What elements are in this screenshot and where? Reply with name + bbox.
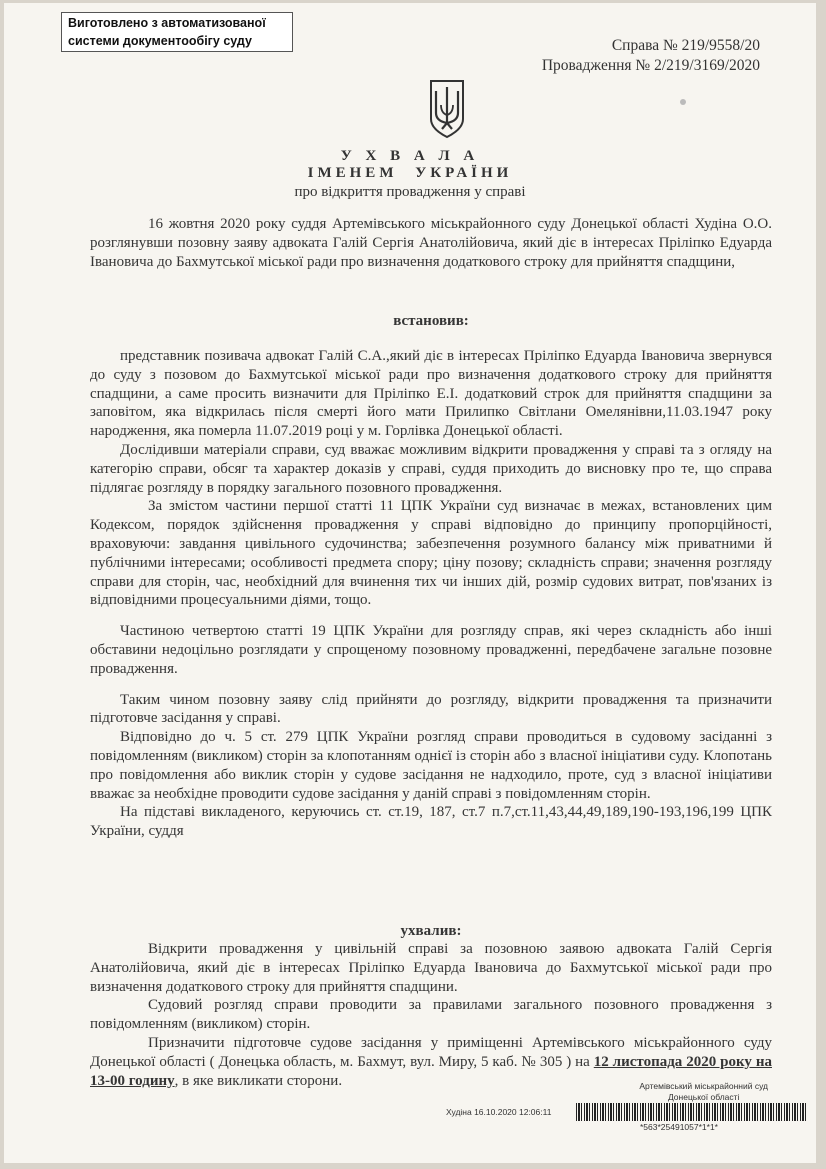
established-paragraph-7: На підставі викладеного, керуючись ст. ст.19, 187, ст.7 п.7,ст.11,43,44,49,189,190-193,196,199 ЦПК України, суддя	[90, 804, 772, 840]
barcode	[576, 1103, 808, 1121]
hearing-date: 12 листопада 2020 року на 13-00 годину	[90, 1053, 772, 1089]
court-name: Артемівський міськрайонний суд	[639, 1081, 768, 1091]
ruled-paragraph-2: Судовий розгляд справи проводити за правилами загального позовного провадження з повідомленням (викликом) сторін.	[90, 997, 772, 1033]
established-block	[90, 347, 772, 841]
ruled-block	[90, 940, 772, 1090]
schedule-text: Призначити підготовче судове засідання у приміщенні Артемівського міськрайонного суду Донецької області ( Донецька область, м. Бахмут, вул. Миру, 5 каб. № 305 ) на	[90, 1034, 772, 1070]
established-paragraph-4: Частиною четвертою статті 19 ЦПК України для розгляду справ, які через складність або інші обставини недоцільно розглядати у спрощеному позовному провадженні, передбачене загальне позовне провадження.	[90, 623, 772, 677]
scan-speck	[680, 99, 686, 105]
ruled-paragraph-1: Відкрити провадження у цивільній справі за позовною заявою адвоката Галій Сергія Анатолійовича, який діє в інтересах Прілiпко Едуарда Івановича до Бахмутської міської ради про визначення додаткового строку для прийняття спадщини.	[90, 941, 772, 995]
automation-stamp	[61, 12, 293, 52]
case-reference	[542, 36, 760, 76]
schedule-text-end: , в яке викликати сторони.	[174, 1072, 343, 1089]
established-paragraph-1: представник позивача адвокат Галій С.А.,який діє в інтересах Прілiпко Едуарда Івановича звернувся до суду з позовом до Бахмутської міської ради про визначення додаткового строку для прийняття спадщини, а саме просить визначити для Прілiпко Е.І. додатковий строк для прийняття спадщини за заповітом, яка відкрилась після смерті його мати Прилипко Світлани Омелянівни,11.03.1947 року народження, яка померла 11.07.2019 році у м. Горлівка Донецької області.	[90, 348, 772, 440]
established-paragraph-6: Відповідно до ч. 5 ст. 279 ЦПК України розгляд справи проводиться в судовому засіданні з повідомленням (викликом) сторін за клопотанням однієї із сторін або з власної ініціативи суду. Клопотань про повідомлення або виклик сторін у судове засідання не надходило, проте, суд з власної ініціативи вважає за необхідне проводити судове засідання у даній справі з повідомленням сторін.	[90, 729, 772, 802]
stamp-line-1: Виготовлено з автоматизованої	[68, 16, 266, 30]
document-about: про відкриття провадження у справі	[294, 184, 526, 200]
ruled-heading: ухвалив:	[400, 923, 462, 939]
document-title: У Х В А Л А	[340, 148, 480, 164]
case-number: Справа № 219/9558/20	[611, 37, 760, 54]
intro-block	[90, 215, 772, 271]
trident-icon	[428, 79, 466, 139]
established-paragraph-2: Дослідивши матеріали справи, суд вважає можливим відкрити провадження у справі та з огляду на категорію справи, обсяг та характер доказів у справі, суддя приходить до висновку про те, що справа підлягає розгляду в порядку загального позовного провадження.	[90, 441, 772, 496]
document-subtitle: ІМЕНЕМ УКРАЇНИ	[307, 165, 513, 181]
established-heading: встановив:	[393, 313, 469, 329]
court-stamp	[639, 1081, 768, 1103]
intro-paragraph: 16 жовтня 2020 року суддя Артемівського міськрайонного суду Донецької області Худіна О.О. розглянувши позовну заяву адвоката Галій Сергія Анатолійовича, який діє в інтересах Прілiпко Едуарда Івановича до Бахмутської міської ради про визначення додаткового строку для прийняття спадщини,	[90, 216, 772, 270]
stamp-line-2: системи документообігу суду	[68, 34, 252, 48]
proceeding-number: Провадження № 2/219/3169/2020	[541, 57, 760, 74]
document-page	[4, 3, 816, 1163]
established-paragraph-5: Таким чином позовну заяву слід прийняти до розгляду, відкрити провадження та призначити підготовче засідання у справі.	[90, 691, 772, 727]
barcode-number: *563*25491057*1*1*	[640, 1122, 718, 1132]
established-paragraph-3: За змістом частини першої статті 11 ЦПК України суд визначає в межах, встановлених цим Кодексом, порядок здійснення провадження у справі відповідно до принципу пропорційності, враховуючи: завдання цивільного судочинства; забезпечення розумного балансу між приватними й публічними інтересами; особливості предмета спору; ціну позову; складність справи; значення розгляду справи для сторін, час, необхідний для вчинення тих чи інших дій, розмір судових витрат, пов'язаних із відповідними процесуальними діями, тощо.	[90, 498, 772, 609]
court-region: Донецької області	[667, 1092, 740, 1102]
e-signature: Худіна 16.10.2020 12:06:11	[446, 1107, 552, 1117]
